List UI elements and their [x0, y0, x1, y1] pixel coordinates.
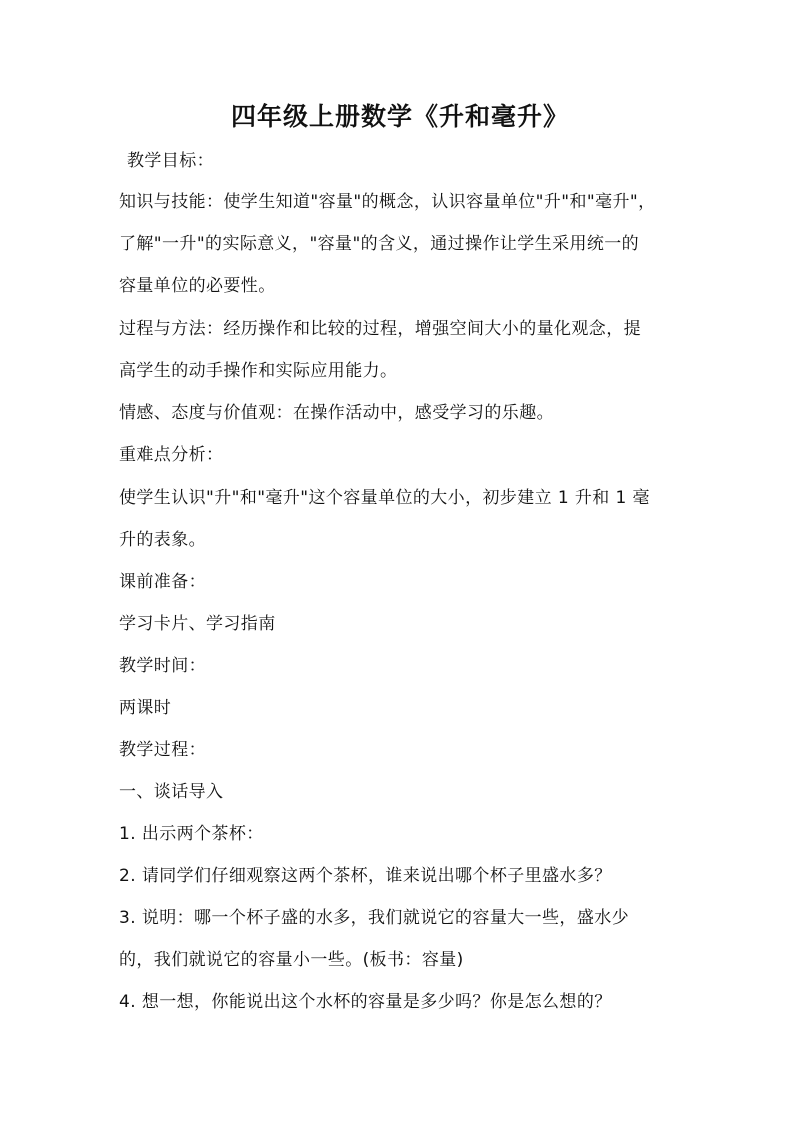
paragraph-line: 知识与技能：使学生知道"容量"的概念，认识容量单位"升"和"毫升"，	[119, 192, 656, 212]
section-heading-process: 教学过程：	[119, 740, 206, 760]
paragraph-line: 学习卡片、学习指南	[119, 614, 276, 634]
list-item: 1. 出示两个茶杯：	[119, 824, 264, 844]
paragraph-line: 升的表象。	[119, 530, 206, 550]
subsection-heading: 一、谈话导入	[119, 782, 224, 802]
section-heading-time: 教学时间：	[119, 656, 206, 676]
paragraph-line: 两课时	[119, 698, 172, 718]
paragraph-line: 的，我们就说它的容量小一些。(板书：容量)	[119, 950, 464, 970]
paragraph-line: 了解"一升"的实际意义，"容量"的含义，通过操作让学生采用统一的	[119, 234, 640, 254]
section-heading-preparation: 课前准备：	[119, 572, 206, 592]
paragraph-line: 过程与方法：经历操作和比较的过程，增强空间大小的量化观念，提	[119, 319, 641, 339]
paragraph-line: 使学生认识"升"和"毫升"这个容量单位的大小，初步建立 1 升和 1 毫	[119, 488, 650, 508]
paragraph-line: 高学生的动手操作和实际应用能力。	[119, 361, 398, 381]
list-item: 3. 说明：哪一个杯子盛的水多，我们就说它的容量大一些，盛水少	[119, 908, 630, 928]
list-item: 4. 想一想，你能说出这个水杯的容量是多少吗？你是怎么想的？	[119, 992, 612, 1012]
list-item: 2. 请同学们仔细观察这两个茶杯，谁来说出哪个杯子里盛水多？	[119, 866, 612, 886]
section-heading-key-points: 重难点分析：	[119, 445, 224, 465]
paragraph-line: 情感、态度与价值观：在操作活动中，感受学习的乐趣。	[119, 403, 554, 423]
document-title: 四年级上册数学《升和毫升》	[230, 102, 569, 131]
section-heading-objectives: 教学目标：	[127, 151, 214, 171]
paragraph-line: 容量单位的必要性。	[119, 276, 276, 296]
